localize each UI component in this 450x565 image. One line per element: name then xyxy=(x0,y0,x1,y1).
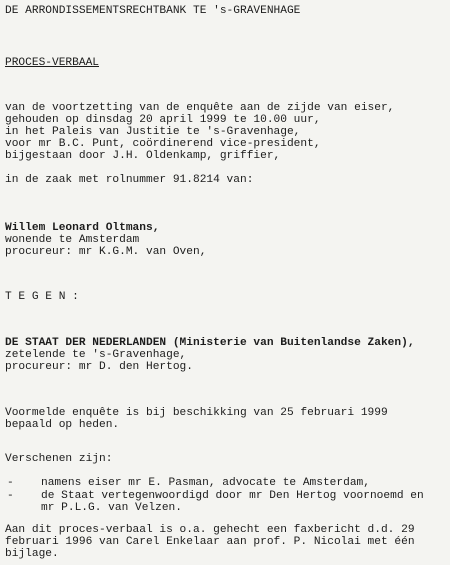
intro-line: in het Paleis van Justitie te 's-Gravenhage, xyxy=(5,126,301,138)
defendant-seat: zetelende te 's-Gravenhage, xyxy=(5,349,187,361)
list-item: de Staat vertegenwoordigd door mr Den Hertog voornoemd en xyxy=(41,490,424,502)
plaintiff-name: Willem Leonard Oltmans, xyxy=(5,222,160,234)
intro-line: voor mr B.C. Punt, coördinerend vice-president, xyxy=(5,138,321,150)
list-item: mr P.L.G. van Velzen. xyxy=(41,502,182,514)
decision-line: Voormelde enquête is bij beschikking van 25 februari 1999 xyxy=(5,407,388,419)
court-header: DE ARRONDISSEMENTSRECHTBANK TE 's-GRAVENHAGE xyxy=(5,5,301,17)
defendant-attorney: procureur: mr D. den Hertog. xyxy=(5,361,193,373)
intro-line: gehouden op dinsdag 20 april 1999 te 10.00 uur, xyxy=(5,114,321,126)
intro-line: bijgestaan door J.H. Oldenkamp, griffier, xyxy=(5,150,281,162)
tegen-heading: T E G E N : xyxy=(5,291,79,303)
list-item: namens eiser mr E. Pasman, advocate te Amsterdam, xyxy=(41,477,370,489)
closing-line: bijlage. xyxy=(5,548,59,560)
plaintiff-residence: wonende te Amsterdam xyxy=(5,234,140,246)
closing-line: Aan dit proces-verbaal is o.a. gehecht een faxbericht d.d. 29 xyxy=(5,524,415,536)
appeared-heading: Verschenen zijn: xyxy=(5,453,113,465)
intro-line: van de voortzetting van de enquête aan de zijde van eiser, xyxy=(5,102,395,114)
closing-line: februari 1996 van Carel Enkelaar aan prof. P. Nicolai met één xyxy=(5,536,415,548)
decision-line: bepaald op heden. xyxy=(5,419,120,431)
document-title: PROCES-VERBAAL xyxy=(5,57,99,69)
case-number-line: in de zaak met rolnummer 91.8214 van: xyxy=(5,174,254,186)
defendant-name: DE STAAT DER NEDERLANDEN (Ministerie van Buitenlandse Zaken), xyxy=(5,337,415,349)
list-bullet: - xyxy=(7,490,14,502)
plaintiff-attorney: procureur: mr K.G.M. van Oven, xyxy=(5,246,207,258)
list-bullet: - xyxy=(7,477,14,489)
